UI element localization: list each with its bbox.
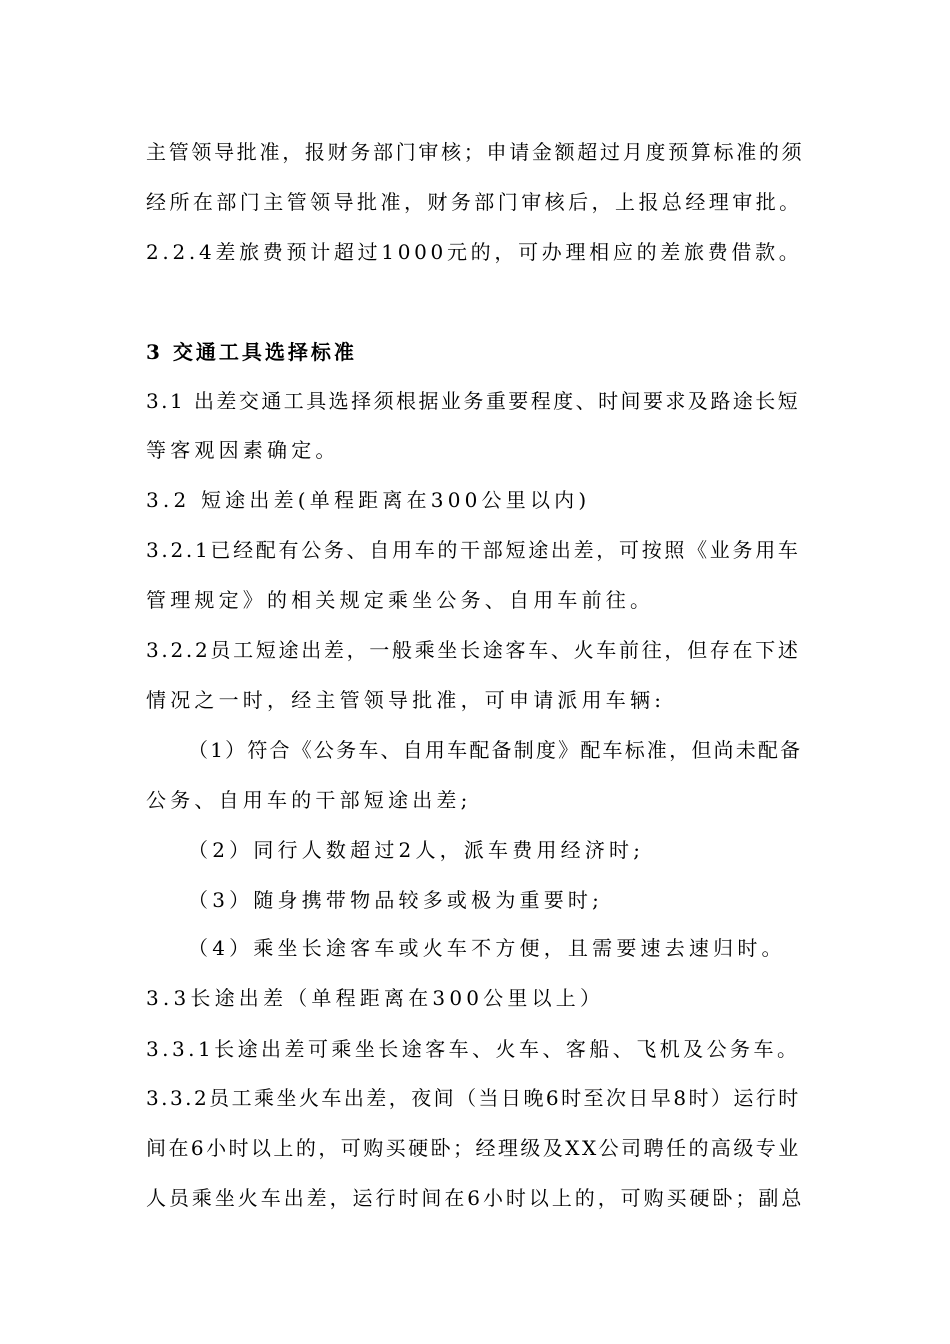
list-item-line: （2）同行人数超过2人，派车费用经济时; <box>188 838 645 862</box>
list-item-line: （3）随身携带物品较多或极为重要时; <box>188 888 604 912</box>
paragraph-line: 2.2.4差旅费预计超过1000元的，可办理相应的差旅费借款。 <box>146 240 803 264</box>
paragraph-line: 3.3长途出差（单程距离在300公里以上） <box>146 986 605 1010</box>
section-heading: 3 交通工具选择标准 <box>146 340 357 364</box>
paragraph-line: 3.3.2员工乘坐火车出差，夜间（当日晚6时至次日早8时）运行时 <box>146 1086 801 1110</box>
paragraph-line: 主管领导批准，报财务部门审核；申请金额超过月度预算标准的须 <box>146 140 805 164</box>
paragraph-line: 情况之一时，经主管领导批准，可申请派用车辆: <box>146 688 666 712</box>
paragraph-line: 3.2.1已经配有公务、自用车的干部短途出差，可按照《业务用车 <box>146 538 801 562</box>
paragraph-line: 等客观因素确定。 <box>146 438 340 462</box>
paragraph-line: 经所在部门主管领导批准，财务部门审核后，上报总经理审批。 <box>146 190 803 214</box>
paragraph-line: 公务、自用车的干部短途出差; <box>146 788 472 812</box>
paragraph-line: 间在6小时以上的，可购买硬卧；经理级及XX公司聘任的高级专业 <box>146 1136 801 1160</box>
paragraph-line: 3.2 短途出差(单程距离在300公里以内) <box>146 488 591 512</box>
paragraph-line: 3.3.1长途出差可乘坐长途客车、火车、客船、飞机及公务车。 <box>146 1037 801 1061</box>
paragraph-line: 管理规定》的相关规定乘坐公务、自用车前往。 <box>146 588 655 612</box>
paragraph-line: 3.2.2员工短途出差，一般乘坐长途客车、火车前往，但存在下述 <box>146 638 801 662</box>
paragraph-line: 人员乘坐火车出差，运行时间在6小时以上的，可购买硬卧；副总 <box>146 1186 805 1210</box>
list-item-line: （4）乘坐长途客车或火车不方便，且需要速去速归时。 <box>188 936 786 960</box>
paragraph-line: 3.1 出差交通工具选择须根据业务重要程度、时间要求及路途长短 <box>146 389 801 413</box>
list-item-line: （1）符合《公务车、自用车配备制度》配车标准，但尚未配备 <box>188 738 803 762</box>
